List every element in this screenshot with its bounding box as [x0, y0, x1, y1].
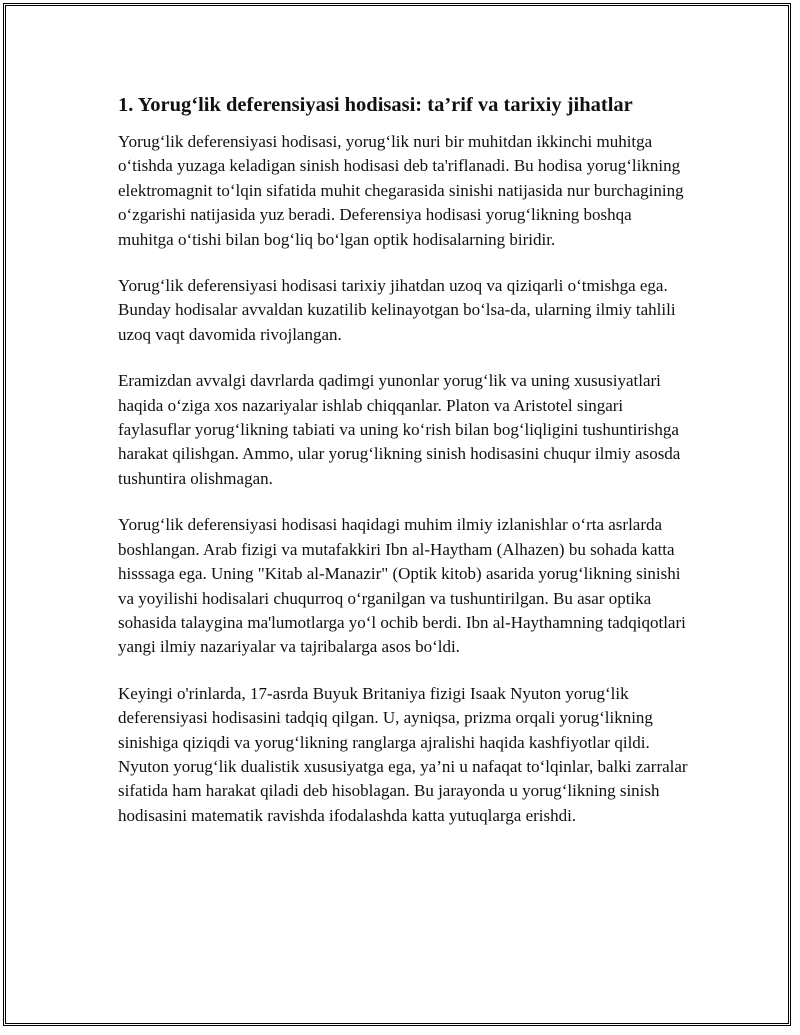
- paragraph-ibn-al-haytham: Yorug‘lik deferensiyasi hodisasi haqidagi muhim ilmiy izlanishlar o‘rta asrlarda boshlangan. Arab fizigi va mutafakkiri Ibn al-Haytham (Alhazen) bu sohada katta hisssaga ega. Uning "Kitab al-Manazir" (Optik kitob) asarida yorug‘likning sinishi va yoyilishi hodisalari chuqurroq o‘rganilgan va tushuntirilgan. Bu asar optika sohasida talaygina ma'lumotlarga yo‘l ochib berdi. Ibn al-Haythamning tadqiqotlari yangi ilmiy nazariyalar va tajribalarga asos bo‘ldi.: [118, 515, 686, 657]
- paragraph-newton: Keyingi o'rinlarda, 17-asrda Buyuk Britaniya fizigi Isaak Nyuton yorug‘lik deferensiyasi hodisasini tadqiq qilgan. U, ayniqsa, prizma orqali yorug‘likning sinishiga qiziqdi va yorug‘likning ranglarga ajralishi haqida kashfiyotlar qildi. Nyuton yorug‘lik dualistik xususiyatga ega, ya’ni u nafaqat to‘lqinlar, balki zarralar sifatida ham harakat qiladi deb hisoblagan. Bu jarayonda u yorug‘likning sinish hodisasini matematik ravishda ifodalashda katta yutuqlarga erishdi.: [118, 683, 688, 825]
- paragraph-history-intro: Yorug‘lik deferensiyasi hodisasi tarixiy jihatdan uzoq va qiziqarli o‘tmishga ega. Bunday hodisalar avvaldan kuzatilib kelinayotgan bo‘lsa-da, ularning ilmiy tahlili uzoq vaqt davomida rivojlangan.: [118, 276, 676, 344]
- paragraph-ancient-greeks: Eramizdan avvalgi davrlarda qadimgi yunonlar yorug‘lik va uning xususiyatlari haqida o‘ziga xos nazariyalar ishlab chiqqanlar. Platon va Aristotel singari faylasuflar yorug‘likning tabiati va uning ko‘rish bilan bog‘liqligini tushuntirishga harakat qilishgan. Ammo, ular yorug‘likning sinish hodisasini chuqur ilmiy asosda tushuntira olishmagan.: [118, 371, 681, 488]
- paragraph-definition: Yorug‘lik deferensiyasi hodisasi, yorug‘lik nuri bir muhitdan ikkinchi muhitga o‘tishda yuzaga keladigan sinish hodisasi deb ta'riflanadi. Bu hodisa yorug‘likning elektromagnit to‘lqin sifatida muhit chegarasida sinishi natijasida nur burchagining o‘zgarishi natijasida yuz beradi. Deferensiya hodisasi yorug‘likning boshqa muhitga o‘tishi bilan bog‘liq bo‘lgan optik hodisalarning biridir.: [118, 132, 684, 249]
- document-body: [118, 92, 688, 850]
- section-heading: 1. Yorug‘lik deferensiyasi hodisasi: ta’rif va tarixiy jihatlar: [118, 94, 633, 116]
